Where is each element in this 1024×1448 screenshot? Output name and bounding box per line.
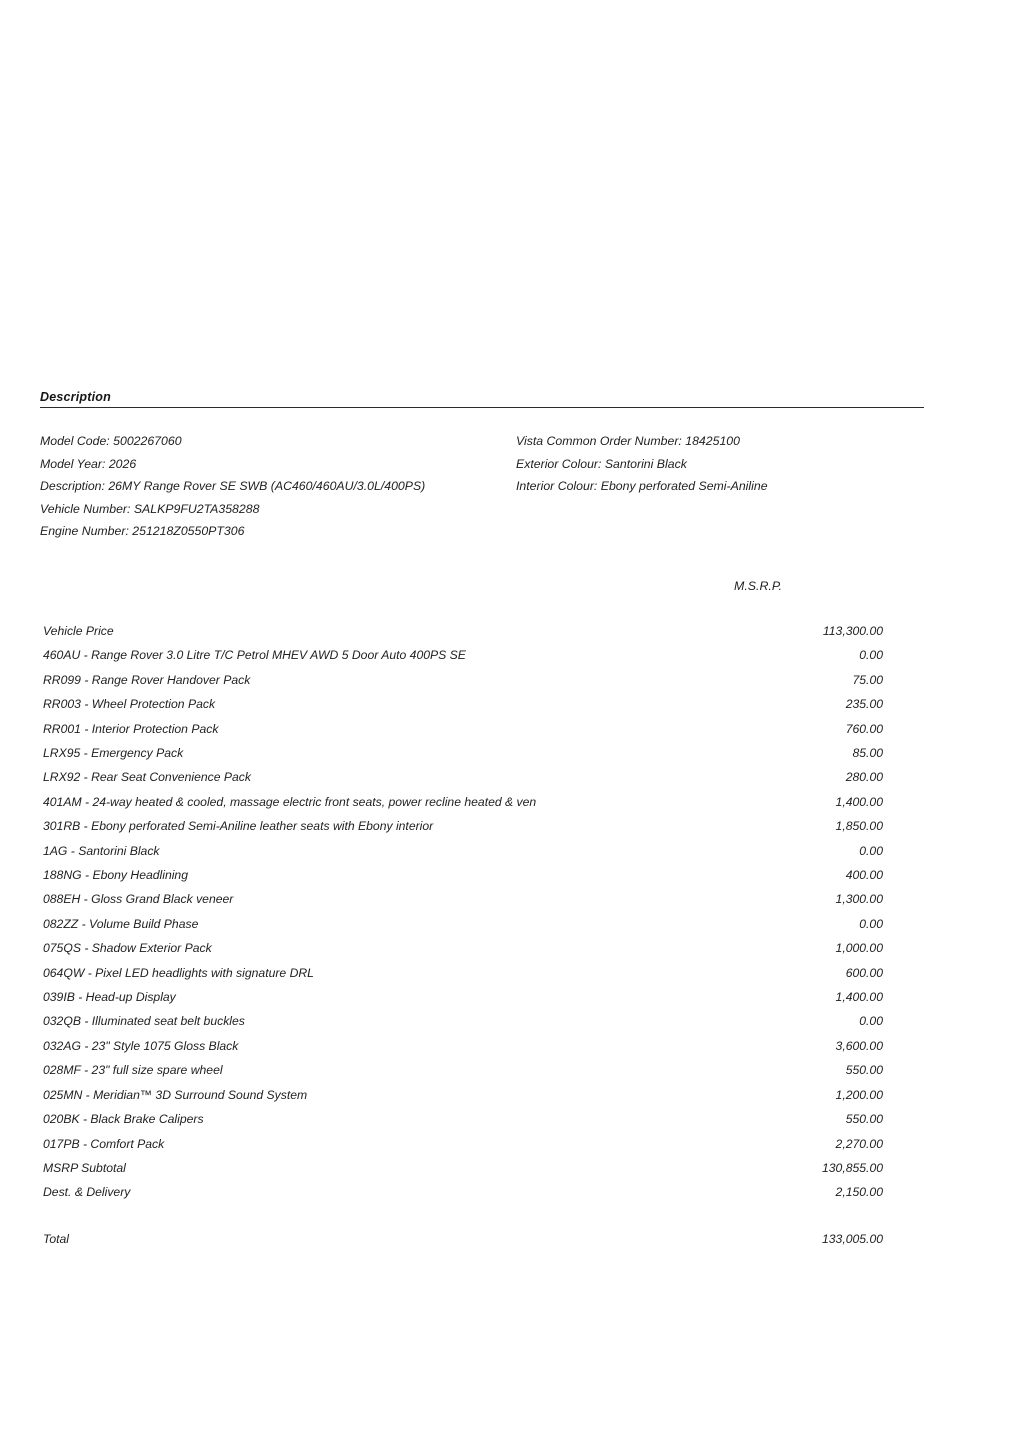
meta-model-code: Model Code: 5002267060 <box>40 434 182 448</box>
table-row <box>40 1034 924 1058</box>
line-amount: 600.00 <box>845 965 883 980</box>
table-row <box>40 1083 924 1107</box>
table-row <box>40 619 924 643</box>
line-amount: 0.00 <box>859 916 883 931</box>
line-amount: 550.00 <box>845 1063 883 1078</box>
line-amount: 1,400.00 <box>835 990 883 1005</box>
table-row <box>40 643 924 667</box>
line-amount: 2,150.00 <box>835 1185 883 1200</box>
vehicle-meta-left <box>40 430 516 543</box>
line-description: 1AG - Santorini Black <box>43 843 160 858</box>
meta-description: Description: 26MY Range Rover SE SWB (AC460/460AU/3.0L/400PS) <box>40 479 426 494</box>
section-title: Description <box>40 390 111 404</box>
line-amount: 75.00 <box>852 672 883 687</box>
line-description: RR003 - Wheel Protection Pack <box>43 697 216 712</box>
line-description: LRX92 - Rear Seat Convenience Pack <box>43 770 251 785</box>
line-description: Dest. & Delivery <box>43 1185 131 1200</box>
table-row <box>40 790 924 814</box>
line-description: 301RB - Ebony perforated Semi-Aniline leather seats with Ebony interior <box>43 819 434 834</box>
quote-sheet <box>40 390 924 1251</box>
line-amount: 113,300.00 <box>822 623 883 638</box>
table-row <box>40 765 924 789</box>
total-label: Total <box>43 1231 69 1246</box>
line-amount: 1,300.00 <box>835 892 883 907</box>
table-row <box>40 839 924 863</box>
line-amount: 130,855.00 <box>822 1160 883 1175</box>
line-amount: 3,600.00 <box>835 1038 883 1053</box>
meta-interior-colour: Interior Colour: Ebony perforated Semi-Aniline <box>516 479 768 494</box>
table-row <box>40 863 924 887</box>
line-description: 039IB - Head-up Display <box>43 990 176 1005</box>
price-line-list <box>40 619 924 1251</box>
table-row <box>40 814 924 838</box>
table-row <box>40 717 924 741</box>
vehicle-meta-right <box>516 430 916 543</box>
table-row-total <box>40 1227 924 1251</box>
meta-order-number: Vista Common Order Number: 18425100 <box>516 434 740 448</box>
table-row <box>40 887 924 911</box>
meta-exterior-colour: Exterior Colour: Santorini Black <box>516 456 687 471</box>
line-description: 028MF - 23" full size spare wheel <box>43 1063 223 1078</box>
line-amount: 2,270.00 <box>835 1136 883 1151</box>
line-description: RR001 - Interior Protection Pack <box>43 721 219 736</box>
table-row <box>40 912 924 936</box>
table-row <box>40 692 924 716</box>
table-row <box>40 1009 924 1033</box>
line-description: 075QS - Shadow Exterior Pack <box>43 941 212 956</box>
line-amount: 760.00 <box>845 721 883 736</box>
section-divider <box>40 407 924 408</box>
line-amount: 1,000.00 <box>835 941 883 956</box>
vehicle-meta <box>40 430 924 543</box>
line-description: RR099 - Range Rover Handover Pack <box>43 672 251 687</box>
table-row-delivery <box>40 1180 924 1204</box>
line-description: LRX95 - Emergency Pack <box>43 746 184 760</box>
table-row <box>40 1132 924 1156</box>
table-row <box>40 668 924 692</box>
line-description: 020BK - Black Brake Calipers <box>43 1112 204 1127</box>
line-amount: 85.00 <box>852 746 883 760</box>
line-amount: 1,850.00 <box>835 819 883 834</box>
line-description: 032AG - 23" Style 1075 Gloss Black <box>43 1038 239 1053</box>
line-description: 401AM - 24-way heated & cooled, massage electric front seats, power recline heated & ven <box>43 794 537 809</box>
line-description: Vehicle Price <box>43 623 114 638</box>
line-amount: 1,400.00 <box>835 794 883 809</box>
line-description: 082ZZ - Volume Build Phase <box>43 916 199 931</box>
table-row <box>40 741 924 765</box>
line-amount: 0.00 <box>859 843 883 858</box>
line-amount: 235.00 <box>845 697 883 712</box>
line-amount: 280.00 <box>845 770 883 785</box>
line-description: 088EH - Gloss Grand Black veneer <box>43 892 234 907</box>
table-row <box>40 985 924 1009</box>
table-row <box>40 1058 924 1082</box>
line-description: 032QB - Illuminated seat belt buckles <box>43 1014 245 1029</box>
line-amount: 0.00 <box>859 648 883 663</box>
line-amount: 400.00 <box>845 868 883 883</box>
line-amount: 1,200.00 <box>835 1087 883 1102</box>
line-description: 017PB - Comfort Pack <box>43 1136 165 1151</box>
table-row <box>40 936 924 960</box>
line-amount: 0.00 <box>859 1014 883 1029</box>
meta-vehicle-number: Vehicle Number: SALKP9FU2TA358288 <box>40 501 260 516</box>
line-amount: 550.00 <box>845 1112 883 1127</box>
meta-model-year: Model Year: 2026 <box>40 456 137 471</box>
meta-engine-number: Engine Number: 251218Z0550PT306 <box>40 524 245 539</box>
line-description: 188NG - Ebony Headlining <box>43 868 188 883</box>
line-description: 460AU - Range Rover 3.0 Litre T/C Petrol MHEV AWD 5 Door Auto 400PS SE <box>43 648 466 663</box>
line-description: 025MN - Meridian™ 3D Surround Sound System <box>43 1087 308 1102</box>
table-row <box>40 1107 924 1131</box>
line-description: MSRP Subtotal <box>43 1160 126 1175</box>
line-description: 064QW - Pixel LED headlights with signature DRL <box>43 965 314 980</box>
table-row <box>40 961 924 985</box>
table-row-subtotal <box>40 1156 924 1180</box>
total-amount: 133,005.00 <box>822 1231 883 1246</box>
msrp-column-header: M.S.R.P. <box>734 578 782 593</box>
